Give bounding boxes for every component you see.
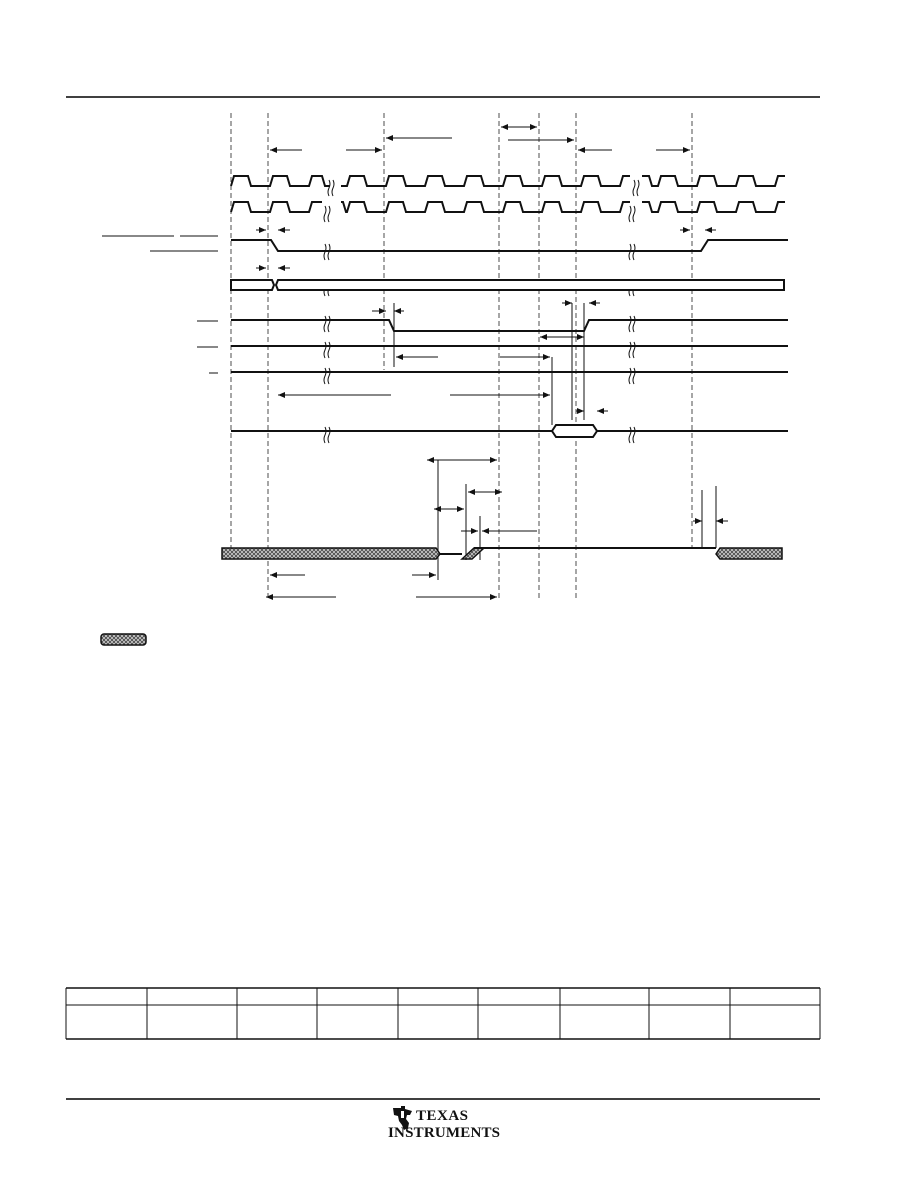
data-valid-window <box>552 425 597 437</box>
lower-timing-arrows <box>266 460 728 597</box>
logo-line-1: TEXAS <box>416 1108 469 1124</box>
legend-hatch-swatch <box>101 634 146 645</box>
spec-table <box>66 988 820 1039</box>
clock-signal-2 <box>231 202 785 212</box>
top-timing-arrows <box>270 127 690 150</box>
flat-signals <box>231 346 788 431</box>
clock-signal-1 <box>231 176 785 186</box>
ti-logo <box>388 1106 500 1146</box>
strobe-timing-arrows <box>372 303 600 420</box>
signal-label-bars <box>102 236 218 373</box>
read-strobe-signal <box>231 320 788 331</box>
address-bus <box>231 280 784 290</box>
logo-line-2: INSTRUMENTS <box>388 1125 501 1141</box>
select-signal <box>231 240 788 251</box>
break-marks <box>324 180 639 443</box>
mid-timing-arrows <box>278 357 608 425</box>
data-bus <box>222 548 782 559</box>
